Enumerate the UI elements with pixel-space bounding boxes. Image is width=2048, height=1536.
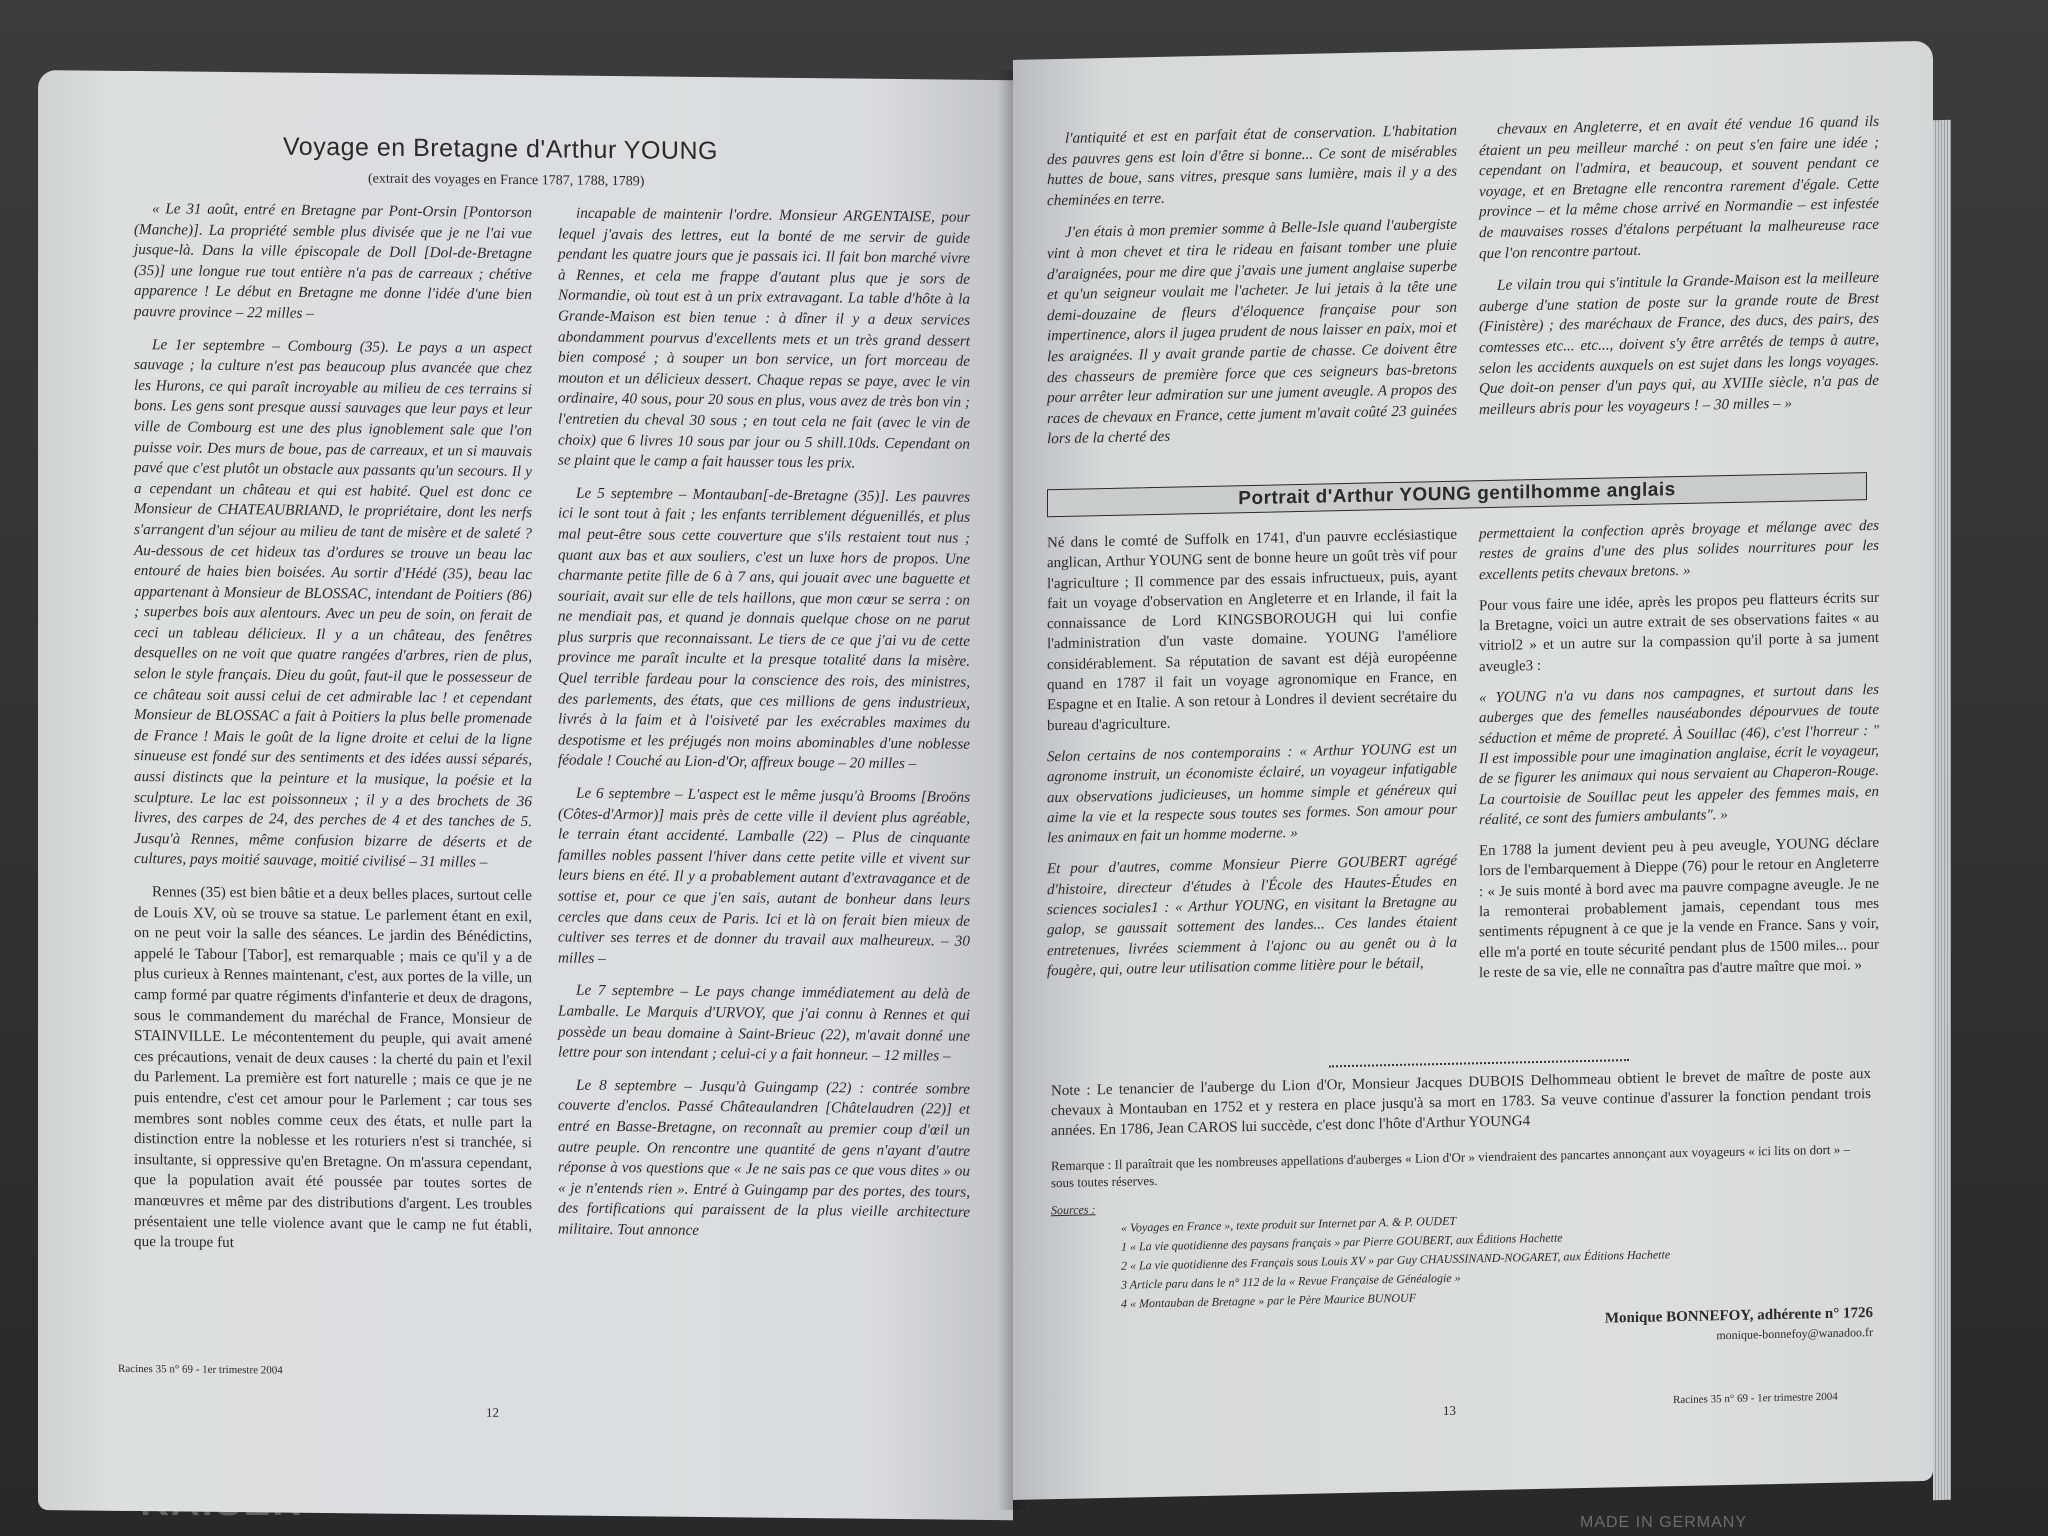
paragraph: J'en étais à mon premier somme à Belle-Isle quand l'aubergiste vint à mon chevet et tira le rideau en faisant tomber une pluie d'araignées, pour me dire que j'avais une jument anglaise superbe et qu'un seigneur voulait me l'acheter. Je lui jetais à la tête une demi-douzaine de fleurs d'éloquence française pour son impertinence, alors il jugea prudent de nous laisser en paix, moi et les araignées. Il y avait grande partie de chasse. Ce doivent être des chasseurs de première force que ces seigneurs bas-bretons pour arrêter leur admiration sur une jument aveugle. A propos des races de chevaux en France, cette jument m'avait coûté 23 guinées lors de la cherté des (1047, 216, 1457, 448)
article-subtitle: (extrait des voyages en France 1787, 1788, 1789) (368, 171, 645, 190)
paragraph: incapable de maintenir l'ordre. Monsieur ARGENTAISE, pour lequel j'avais des lettres, eut la bonté de me servir de guide pendant les quatre jours que je passais ici. Il fait bon marché vivre à Rennes, et cela me frappe d'autant plus que je sors de Normandie, où tout est à un prix extravagant. La table d'hôte à la Grande-Maison est bien tenue : à dîner il y a deux services abondamment pourvus d'excellents mets et un très grand dessert bien composé ; à souper un bon service, un fort morceau de mouton et un délicieux dessert. Chaque repas se paye, avec le vin ordinaire, 40 sous, pour 20 sous en plus, vous avez de très bon vin ; l'entretien du cheval 30 sous ; en tout cela ne fait (avec le vin de choix) que 6 livres 10 sous par jour ou 5 shill.10ds. Cependant on se plaint que le camp a fait hausser tous les prix. (558, 204, 970, 472)
right-column-1 (1047, 121, 1457, 462)
page-footer: Racines 35 n° 69 - 1er trimestre 2004 (1673, 1390, 1838, 1407)
paragraph: En 1788 la jument devient peu à peu aveugle, YOUNG déclare lors de l'embarquement à Dieppe (76) pour le retour en Angleterre : « Je suis monté à bord avec ma pauvre compagne aveugle. Je ne la remonterai probablement jamais, cependant tous mes sentiments répugnent à ce que je la vende en France. Sans y voir, elle m'a porté en toute sécurité pendant plus de 1500 miles... pour le reste de sa vie, elle ne connaîtra pas d'autre maître que moi. » (1479, 835, 1879, 982)
source-item: 2 « La vie quotidienne des Français sous Louis XV » par Guy CHAUSSINAND-NOGARET, aux Éditions Hachette (1121, 1247, 1671, 1273)
paragraph: Le 6 septembre – L'aspect est le même jusqu'à Brooms [Broöns (Côtes-d'Armor)] mais près de cette ville il devient plus agréable, le terrain étant accidenté. Lamballe (22) – Plus de cinquante familles nobles passent l'hiver dans cette petite ville et vivent sur leurs biens en été. Il y a probablement autant d'extravagance et de sottise et, pour ce que j'en sais, autant de bonheur dans leurs cercles que dans ceux de Paris. Ici et là on ferait bien mieux de cultiver ses terres et de donner du travail aux malheureux. – 30 milles – (558, 784, 970, 967)
open-magazine (38, 70, 1968, 1520)
paragraph: Né dans le comté de Suffolk en 1741, d'un pauvre ecclésiastique anglican, Arthur YOUNG sent de bonne heure un goût très vif pour l'agriculture ; Il commence par des essais infructueux, puis, ayant fait un voyage d'observation en Angleterre et en Irlande, il fait la connaissance de Lord KINGSBOROUGH qui lui confie l'administration d'un vaste domaine. YOUNG l'améliore considérablement. Sa réputation de savant est déjà européenne quand en 1787 il fait un voyage agronomique en France, en Espagne et en Italie. A son retour à Londres il devient secrétaire du bureau d'agriculture. (1047, 526, 1457, 734)
paragraph: Le vilain trou qui s'intitule la Grande-Maison est la meilleure auberge d'une station de poste sur la grande route de Brest (Finistère) ; des maréchaux de France, des ducs, des pairs, des comtesses etc... etc..., doivent s'y être arrêtés de temps à autre, selon les accidents auxquels on est sujet dans les longs voyages. Que doit-on penser d'un pays qui, au XVIIIe siècle, n'a pas de meilleurs abris pour les voyageurs ! – 30 milles – » (1479, 269, 1879, 418)
remark-paragraph: Remarque : Il paraîtrait que les nombreuses appellations d'auberges « Lion d'Or » viendraient des pancartes annonçant aux voyageurs « ici lits on dort » – sous toutes réserves. (1051, 1141, 1851, 1191)
source-item: « Voyages en France », texte produit sur Internet par A. & P. OUDET (1121, 1213, 1457, 1235)
author-email: monique-bonnefoy@wanadoo.fr (1716, 1324, 1873, 1343)
paragraph: Selon certains de nos contemporains : « Arthur YOUNG est un agronome instruit, un économiste éclairé, un voyageur infatigable aux observations judicieuses, un homme simple et généreux qui aime la vie et la respecte sous toutes ses formes. Son amour pour les animaux en fait un homme moderne. » (1047, 740, 1457, 847)
page-number: 13 (1443, 1402, 1456, 1418)
paragraph: « YOUNG n'a vu dans nos campagnes, et surtout dans les auberges que des femelles nauséabondes dépourvues de toute séduction et même de propreté. À Souillac (46), c'est l'horreur : " Il est impossible pour une imagination anglaise, écrit le voyageur, de se figurer les animaux qui nous servaient au Chaperon-Rouge. La courtoisie de Souillac peut les appeler des femmes mais, en réalité, ce sont des fumiers ambulants". » (1479, 681, 1879, 829)
paragraph: Et pour d'autres, comme Monsieur Pierre GOUBERT agrégé d'histoire, directeur d'études à l'École des Hautes-Études en sciences sociales1 : « Arthur YOUNG, en visitant la Bretagne au galop, se gaussait sottement des landes... Ces landes étaient entretenues, livrées sciemment à l'ajonc ou au genêt ou à la fougère, qui, outre leur utilisation comme litière pour le bétail, (1047, 853, 1457, 980)
paragraph: Le 1er septembre – Combourg (35). Le pays a un aspect sauvage ; la culture n'est pas beaucoup plus avancée que chez les Hurons, ce qui paraît incroyable au milieu de ces terrains si bons. Les gens sont presque aussi sauvages que leur pays et leur ville de Combourg est une des plus ignoblement sale que l'on puisse voir. Des murs de boue, pas de carreaux, et un si mauvais pavé que c'est plutôt un obstacle aux passants qu'un secours. Il y a cependant un château et qui est habité. Quel est donc ce Monsieur de CHATEAUBRIAND, le propriétaire, dont les nerfs s'arrangent d'un séjour au milieu de tant de misère et de saleté ? Au-dessous de cet hideux tas d'ordures se trouve un beau lac entouré de haies bien boisées. Au sortir d'Hédé (35), beau lac appartenant à Monsieur de BLOSSAC, intendant de Poitiers (86) ; superbes bois aux alentours. Avec un peu de soin, on ferait de ceci un tableau délicieux. Il y a un château, des fenêtres desquelles on ne voit que quatre rangées d'arbres, rien de plus, selon le style français. Dieu du goût, faut-il que le possesseur de ce château soit aussi celui de cet admirable lac ! et cependant Monsieur de BLOSSAC a fait à Poitiers la plus belle promenade de France ! Mais le goût de la ligne droite et celui de la ligne sinueuse est fondé sur des sentiments et des idées aussi séparés, aussi distincts que la peinture et la musique, la poésie et la sculpture. Le lac est poissonneux ; il y a des brochets de 36 livres, des carpes de 24, des perches de 4 et des tanches de 5. Jusqu'à Rennes, même confusion bizarre de déserts et de cultures, pays moitié sauvage, moitié civilisé – 31 milles – (134, 335, 532, 872)
portrait-column-1 (1047, 525, 1457, 993)
author-signature (1513, 1304, 1873, 1350)
paragraph: l'antiquité et est en parfait état de conservation. L'habitation des pauvres gens est loin d'être si bonne... Ce sont de misérables huttes de boue, sans vitres, presque sans lumière, mais il y a des cheminées en terre. (1047, 121, 1457, 210)
left-page (38, 70, 1013, 1520)
page-number: 12 (486, 1404, 499, 1420)
left-column-2 (558, 203, 970, 1256)
source-item: 1 « La vie quotidienne des paysans français » par Pierre GOUBERT, aux Éditions Hachette (1121, 1230, 1563, 1254)
right-page (1013, 41, 1933, 1500)
source-item: 3 Article paru dans le n° 112 de la « Revue Française de Généalogie » (1121, 1270, 1461, 1292)
paragraph: Le 7 septembre – Le pays change immédiatement au delà de Lamballe. Le Marquis d'URVOY, que j'ai connu à Rennes et qui possède un beau domaine à Saint-Brieuc (22), m'avait donné une lettre pour son intendant ; celui-ci y a fait honneur. – 12 milles – (558, 982, 970, 1065)
sources-label: Sources : (1051, 1202, 1096, 1218)
dotted-separator (1329, 1059, 1629, 1070)
paragraph: Rennes (35) est bien bâtie et a deux belles places, surtout celle de Louis XV, où se trouve sa statue. Le parlement étant en exil, on ne peut voir la salle des séances. Le jardin des Bénédictins, appelé le Tabour [Tabor], est remarquable ; mais ce qu'il y a de plus curieux à Rennes maintenant, c'est, aux portes de la ville, un camp formé par quatre régiments d'infanterie et deux de dragons, sous le commandement du maréchal de France, Monsieur de STAINVILLE. Le mécontentement du peuple, qui avait amené ces précautions, venait de deux causes : la cherté du pain et l'exil du Parlement. La première est fort naturelle ; mais ce que je ne puis entendre, c'est cet amour pour le Parlement ; car tous ses membres sont nobles comme ceux des états, et nulle part la distinction entre la noblesse et les roturiers n'est si tranchée, si insultante, si oppressive qu'en Bretagne. On m'assura cependant, que la population avait été poussée par toutes sortes de manœuvres et même par des distributions d'argent. Les troubles présentaient une telle violence avant que le camp ne fut établi, que la troupe fut (134, 883, 532, 1252)
note-paragraph: Note : Le tenancier de l'auberge du Lion d'Or, Monsieur Jacques DUBOIS Delhommeau obtient le brevet de maître de poste aux chevaux à Montauban en 1752 et y restera en place jusqu'à sa mort en 1783. Sa veuve continue d'assurer la fonction pendant trois années. En 1786, Jean CAROS lui succède, c'est donc l'hôte d'Arthur YOUNG4 (1051, 1066, 1871, 1140)
paragraph: Pour vous faire une idée, après les propos peu flatteurs écrits sur la Bretagne, voici un autre extrait de ses observations faites « au vitriol2 » et un autre sur la compassion qu'il porte à sa jument aveugle3 : (1479, 589, 1879, 676)
sources-list (1051, 1184, 1871, 1315)
right-column-2 (1479, 112, 1879, 433)
article-title: Voyage en Bretagne d'Arthur YOUNG (283, 132, 718, 166)
portrait-column-2 (1479, 516, 1879, 995)
paragraph: « Le 31 août, entré en Bretagne par Pont-Orsin [Pontorson (Manche)]. La propriété semble plus divisée que je ne l'ai vue jusque-là. Dans la ville épiscopale de Doll [Dol-de-Bretagne (35)] une longue rue tout entière n'a pas de carreaux ; chétive apparence ! Le début en Bretagne me donne l'idée d'une bien pauvre province – 22 milles – (134, 200, 532, 322)
paragraph: Le 8 septembre – Jusqu'à Guingamp (22) : contrée sombre couverte d'enclos. Passé Châteaulandren [Châtelaudren (22)] et entré en Basse-Bretagne, on reconnaît au premier coup d'œil un autre peuple. On rencontre une quantité de gens n'ayant d'autre réponse à vos questions que « Je ne sais pas ce que vous dites » ou « je n'entends rien ». Entré à Guingamp par des portes, des tours, des fortifications qui paraissent de la plus vieille architecture militaire. Tout annonce (558, 1076, 970, 1239)
source-item: 4 « Montauban de Bretagne » par le Père Maurice BUNOUF (1121, 1290, 1417, 1311)
author-name: Monique BONNEFOY, adhérente n° 1726 (1604, 1304, 1873, 1327)
paragraph: permettaient la confection après broyage et mélange avec des restes de grains d'une des plus solides nourritures pour les excellents petits chevaux bretons. » (1479, 517, 1879, 583)
page-footer: Racines 35 n° 69 - 1er trimestre 2004 (118, 1362, 283, 1377)
paragraph: Le 5 septembre – Montauban[-de-Bretagne (35)]. Les pauvres ici le sont tout à fait ; les enfants terriblement déguenillés, et plus mal peut-être sous cette couverture que s'ils restaient tout nus ; quant aux bas et aux souliers, c'est un luxe hors de propos. Une charmante petite fille de 6 à 7 ans, qui jouait avec une baguette et souriait, avait sur elle de tels haillons, que mon cœur se serra : on ne mendiait pas, et quand je donnais quelque chose on ne parut plus surpris que reconnaissant. Le tiers de ce que j'ai vu de cette province me paraît inculte et la presque totalité dans la misère. Quel terrible fardeau pour la conscience des rois, des ministres, des parlements, des états, que ces millions de gens industrieux, livrés à la faim et à l'oisiveté par les exécrables maximes du despotisme et les préjugés non moins abominables d'une noblesse féodale ! Couché au Lion-d'Or, affreux bouge – 20 milles – (558, 484, 970, 773)
made-in-label: MADE IN GERMANY (1580, 1514, 1748, 1531)
left-column-1 (134, 199, 532, 1269)
page-edges (1933, 120, 1951, 1500)
section-banner: Portrait d'Arthur YOUNG gentilhomme anglais (1047, 472, 1867, 517)
paragraph: chevaux en Angleterre, et en avait été vendue 16 quand ils étaient un peu meilleur marché : on peut s'en faire une idée ; cependant on l'admira, et beaucoup, et souvent pendant ce voyage, et en Bretagne elle rencontra rarement d'égale. Cette province – et la même chose arrivé en Normandie – est infestée de mauvaises rosses d'étalons perpétuant la malheureuse race que l'on rencontre partout. (1479, 112, 1879, 262)
